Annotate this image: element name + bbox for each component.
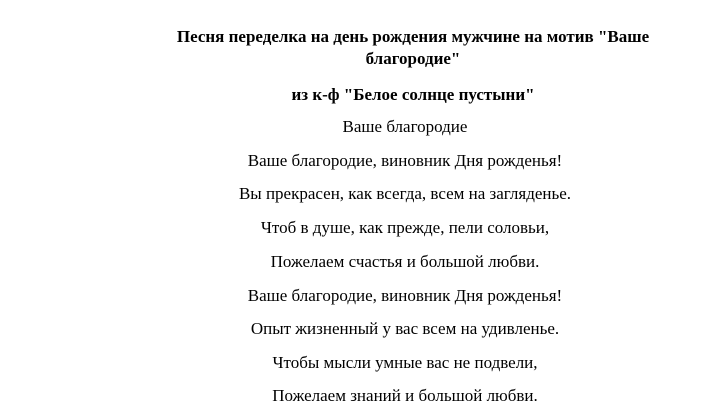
song-line: Чтоб в душе, как прежде, пели соловьи, bbox=[260, 218, 550, 237]
song-line: Ваше благородие bbox=[342, 117, 468, 136]
song-line: Ваше благородие, виновник Дня рожденья! bbox=[247, 151, 563, 170]
song-subtitle: из к-ф "Белое солнце пустыни" bbox=[291, 85, 535, 104]
song-line: Вы прекрасен, как всегда, всем на загляденье. bbox=[238, 184, 572, 203]
song-line: Пожелаем счастья и большой любви. bbox=[270, 252, 540, 271]
song-line: Ваше благородие, виновник Дня рожденья! bbox=[247, 286, 563, 305]
song-line: Опыт жизненный у вас всем на удивленье. bbox=[250, 319, 560, 338]
song-title: Песня переделка на день рождения мужчине на мотив "Ваше благородие" bbox=[176, 27, 650, 68]
song-line: Чтобы мысли умные вас не подвели, bbox=[272, 353, 538, 372]
song-line: Пожелаем знаний и большой любви. bbox=[272, 386, 538, 405]
